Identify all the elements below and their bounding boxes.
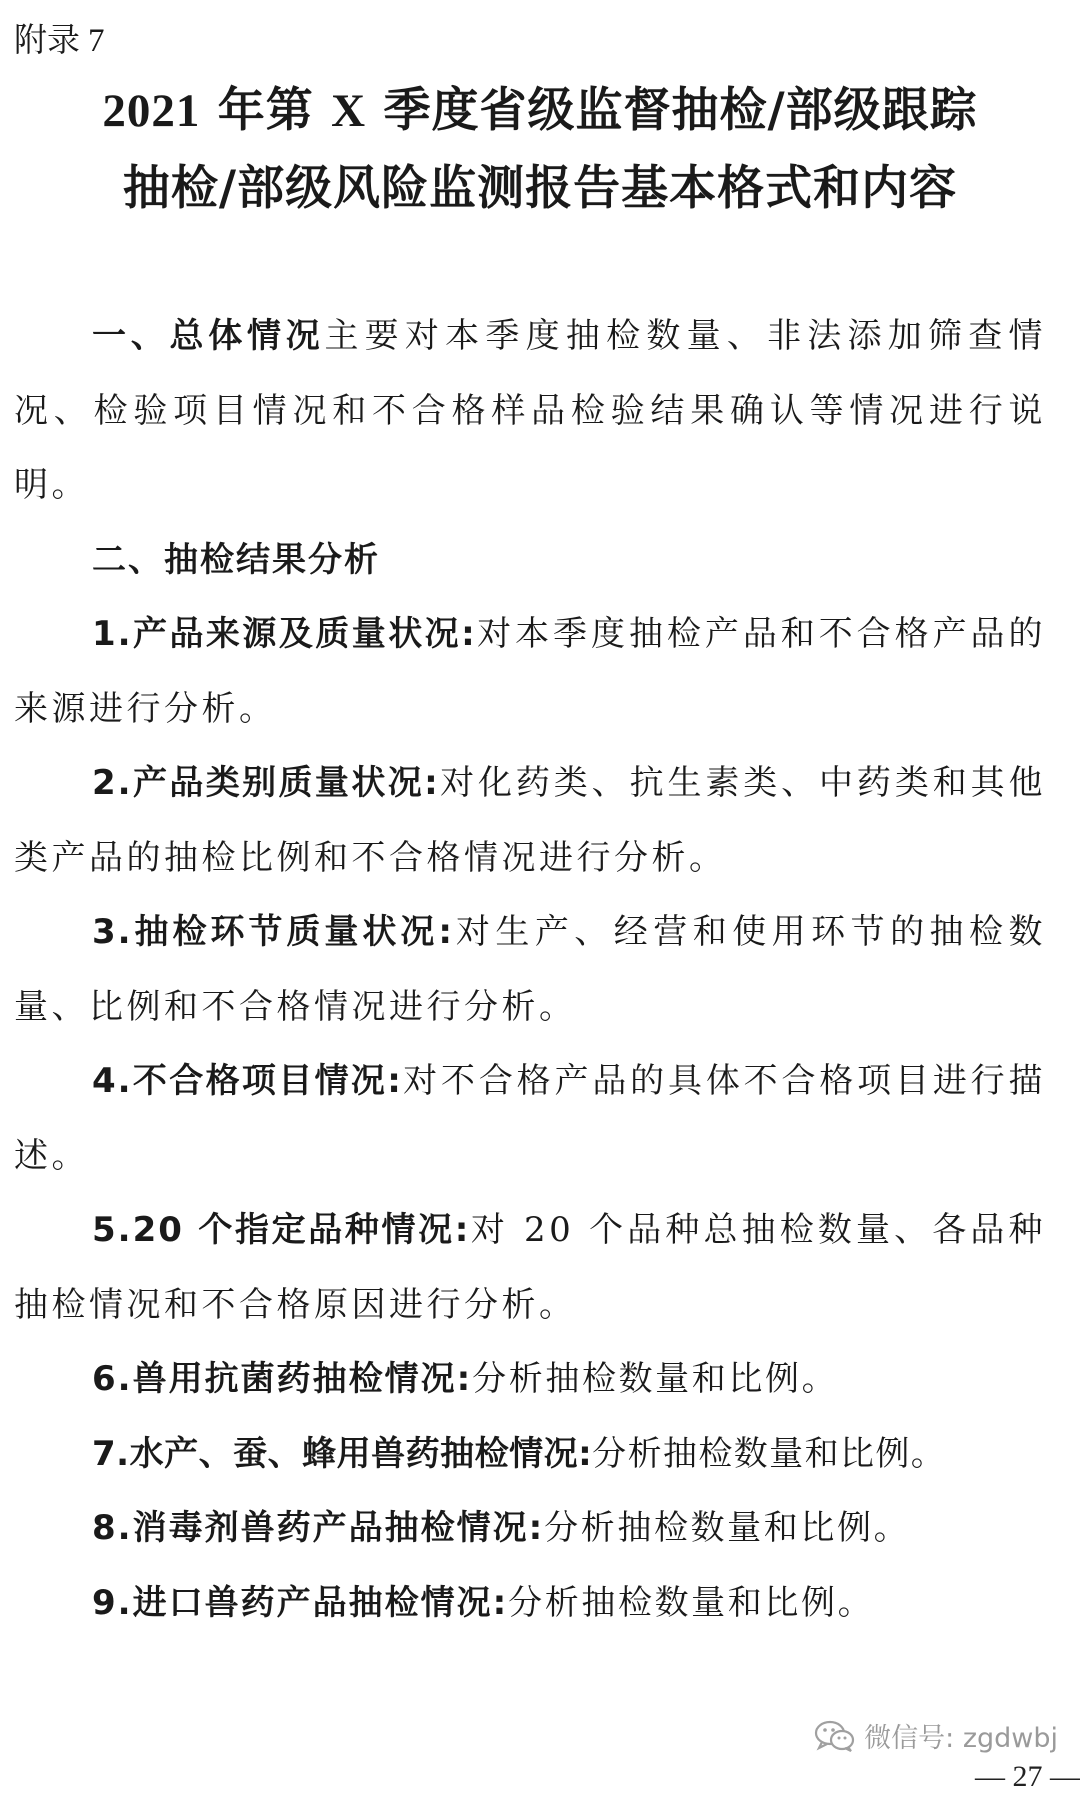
item-7 — [14, 1417, 1046, 1492]
page-number: — 27 — — [975, 1760, 1080, 1793]
title-text-1: 年第 — [217, 83, 314, 138]
item-1 — [14, 597, 1046, 746]
title-year: 2021 — [102, 85, 201, 137]
appendix-number: 7 — [88, 23, 105, 59]
title-quarter-x: X — [331, 85, 367, 137]
page-title-line-2: 抽检/部级风险监测报告基本格式和内容 — [122, 161, 958, 216]
item-9 — [14, 1566, 1046, 1641]
wechat-icon — [814, 1719, 856, 1753]
section-heading: 二、抽检结果分析 — [92, 539, 380, 580]
page-title — [20, 72, 1060, 228]
item-text: 对本季度抽检产品和不合格产品的来源进行分析。 — [14, 614, 1046, 729]
item-text: 分析抽检数量和比例。 — [508, 1582, 875, 1623]
item-heading: 2.产品类别质量状况: — [92, 763, 440, 803]
item-text: 对 20 个品种总抽检数量、各品种抽检情况和不合格原因进行分析。 — [14, 1210, 1046, 1325]
item-heading: 7.水产、蚕、蜂用兽药抽检情况: — [92, 1433, 593, 1474]
item-heading: 1.产品来源及质量状况: — [92, 614, 477, 654]
item-4 — [14, 1044, 1046, 1193]
item-6 — [14, 1342, 1046, 1417]
title-text-2: 季度省级监督抽检/部级跟踪 — [383, 83, 978, 138]
item-text: 分析抽检数量和比例。 — [592, 1433, 947, 1474]
item-3 — [14, 895, 1046, 1044]
item-text: 对不合格产品的具体不合格项目进行描述。 — [14, 1061, 1047, 1176]
item-2 — [14, 746, 1046, 895]
item-heading: 4.不合格项目情况: — [92, 1061, 403, 1101]
item-text: 分析抽检数量和比例。 — [544, 1508, 911, 1548]
section-overview — [14, 299, 1046, 523]
watermark-text: 微信号: zgdwbj — [864, 1723, 1058, 1754]
item-8 — [14, 1491, 1046, 1566]
item-text: 对化药类、抗生素类、中药类和其他类产品的抽检比例和不合格情况进行分析。 — [14, 763, 1047, 878]
appendix-label-text: 附录 — [14, 20, 80, 59]
item-heading: 9.进口兽药产品抽检情况: — [92, 1582, 509, 1623]
wechat-watermark — [814, 1716, 1058, 1755]
appendix-label — [14, 14, 105, 61]
section-analysis — [14, 523, 1046, 598]
section-heading: 一、总体情况 — [92, 316, 325, 356]
item-heading: 3.抽检环节质量状况: — [92, 912, 454, 952]
page-title-line-1 — [20, 72, 1060, 150]
document-body — [14, 299, 1046, 1640]
item-heading: 6.兽用抗菌药抽检情况: — [92, 1359, 473, 1399]
item-heading: 8.消毒剂兽药产品抽检情况: — [92, 1508, 545, 1548]
item-text: 分析抽检数量和比例。 — [472, 1359, 839, 1399]
section-text: 主要对本季度抽检数量、非法添加筛查情况、检验项目情况和不合格样品检验结果确认等情况进行说明。 — [14, 316, 1047, 505]
item-text: 对生产、经营和使用环节的抽检数量、比例和不合格情况进行分析。 — [14, 912, 1047, 1027]
item-heading: 5.20 个指定品种情况: — [92, 1210, 471, 1250]
item-5 — [14, 1193, 1046, 1342]
